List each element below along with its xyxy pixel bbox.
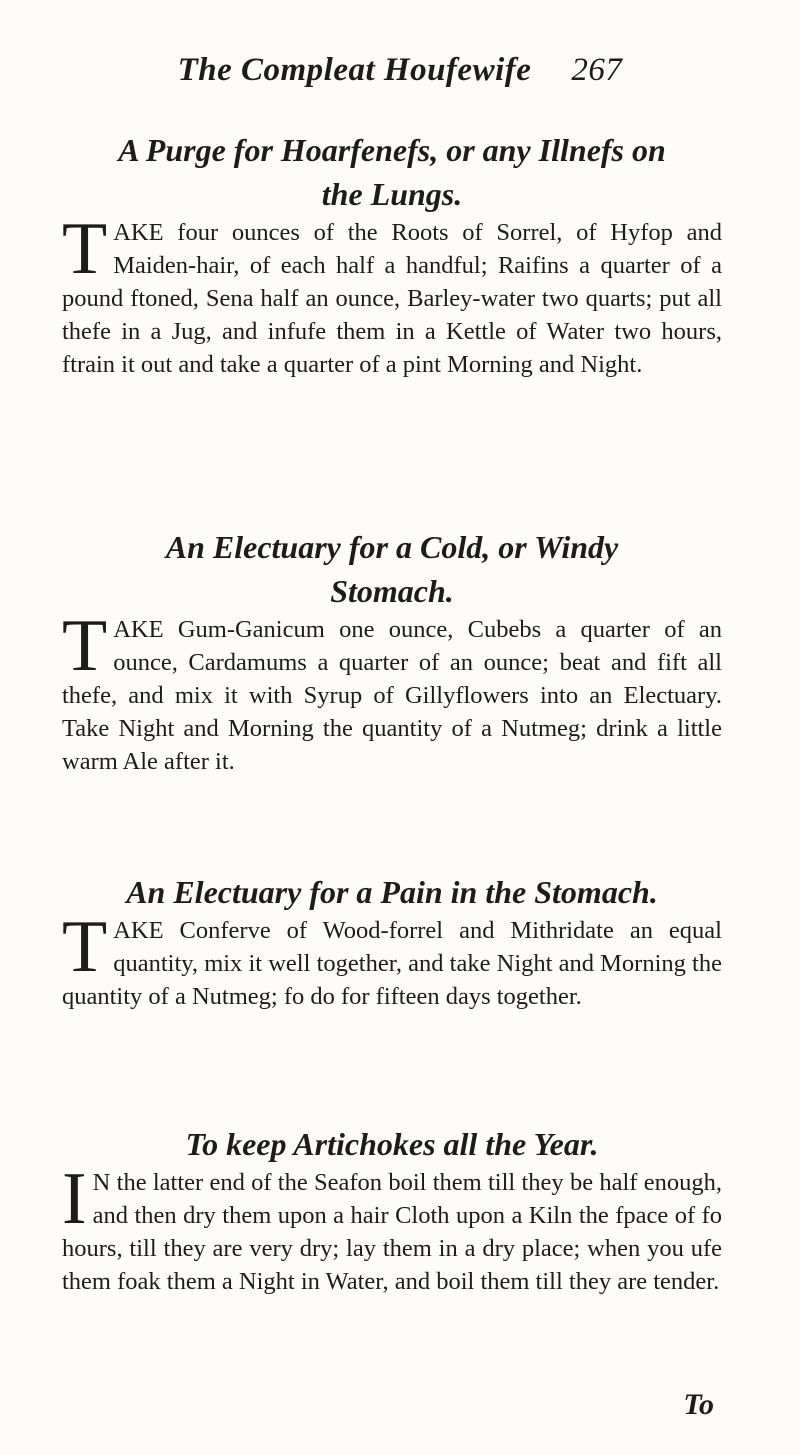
recipe-text: AKE Conferve of Wood-forrel and Mithridate an equal quantity, mix it well together, and take Night and Morning the quantity of a Nutmeg; fo do for fifteen days together.	[62, 917, 722, 1010]
recipe-title	[62, 525, 722, 613]
recipe-purge-hoarseness	[62, 128, 722, 381]
recipe-body	[62, 208, 722, 381]
recipe-title-line: A Purge for Hoarfenefs, or any Illnefs on	[118, 132, 666, 168]
running-head-title: The Compleat Houfewife	[177, 52, 532, 88]
recipe-title-line: the Lungs.	[321, 176, 463, 212]
running-head	[0, 52, 800, 89]
recipe-body	[62, 605, 722, 778]
recipe-title-line: An Electuary for a Pain in the Stomach.	[126, 874, 658, 910]
recipe-body	[62, 906, 722, 1013]
recipe-text: N the latter end of the Seafon boil them till they be half enough, and then dry them upon a hair Cloth upon a Kiln the fpace of fo hours, till they are very dry; lay them in a dry place; when you ufe them foak them a Night in Water, and boil them till they are tender.	[62, 1169, 722, 1295]
page-number: 267	[571, 52, 623, 88]
drop-cap: T	[62, 208, 108, 290]
recipe-title	[62, 1122, 722, 1166]
recipe-body	[62, 1158, 722, 1298]
recipe-title-line: Stomach.	[330, 573, 454, 609]
drop-cap: T	[62, 906, 108, 988]
recipe-text: AKE four ounces of the Roots of Sorrel, of Hyfop and Maiden-hair, of each half a handful; Raifins a quarter of a pound ftoned, Sena half an ounce, Barley-water two quarts; put all thefe in a Jug, and infufe them in a Kettle of Water two hours, ftrain it out and take a quarter of a pint Morning and Night.	[62, 219, 722, 378]
recipe-title	[62, 870, 722, 914]
recipe-title-line: An Electuary for a Cold, or Windy	[165, 529, 619, 565]
recipe-keep-artichokes	[62, 1122, 722, 1298]
catchword: To	[683, 1388, 714, 1421]
recipe-title	[62, 128, 722, 216]
drop-cap: I	[62, 1158, 87, 1240]
recipe-text: AKE Gum-Ganicum one ounce, Cubebs a quarter of an ounce, Cardamums a quarter of an ounce; beat and fift all thefe, and mix it with Syrup of Gillyflowers into an Electuary. Take Night and Morning the quantity of a Nutmeg; drink a little warm Ale after it.	[62, 616, 722, 775]
recipe-electuary-stomach-pain	[62, 870, 722, 1013]
drop-cap: T	[62, 605, 108, 687]
recipe-electuary-cold-stomach	[62, 525, 722, 778]
recipe-title-line: To keep Artichokes all the Year.	[185, 1126, 599, 1162]
